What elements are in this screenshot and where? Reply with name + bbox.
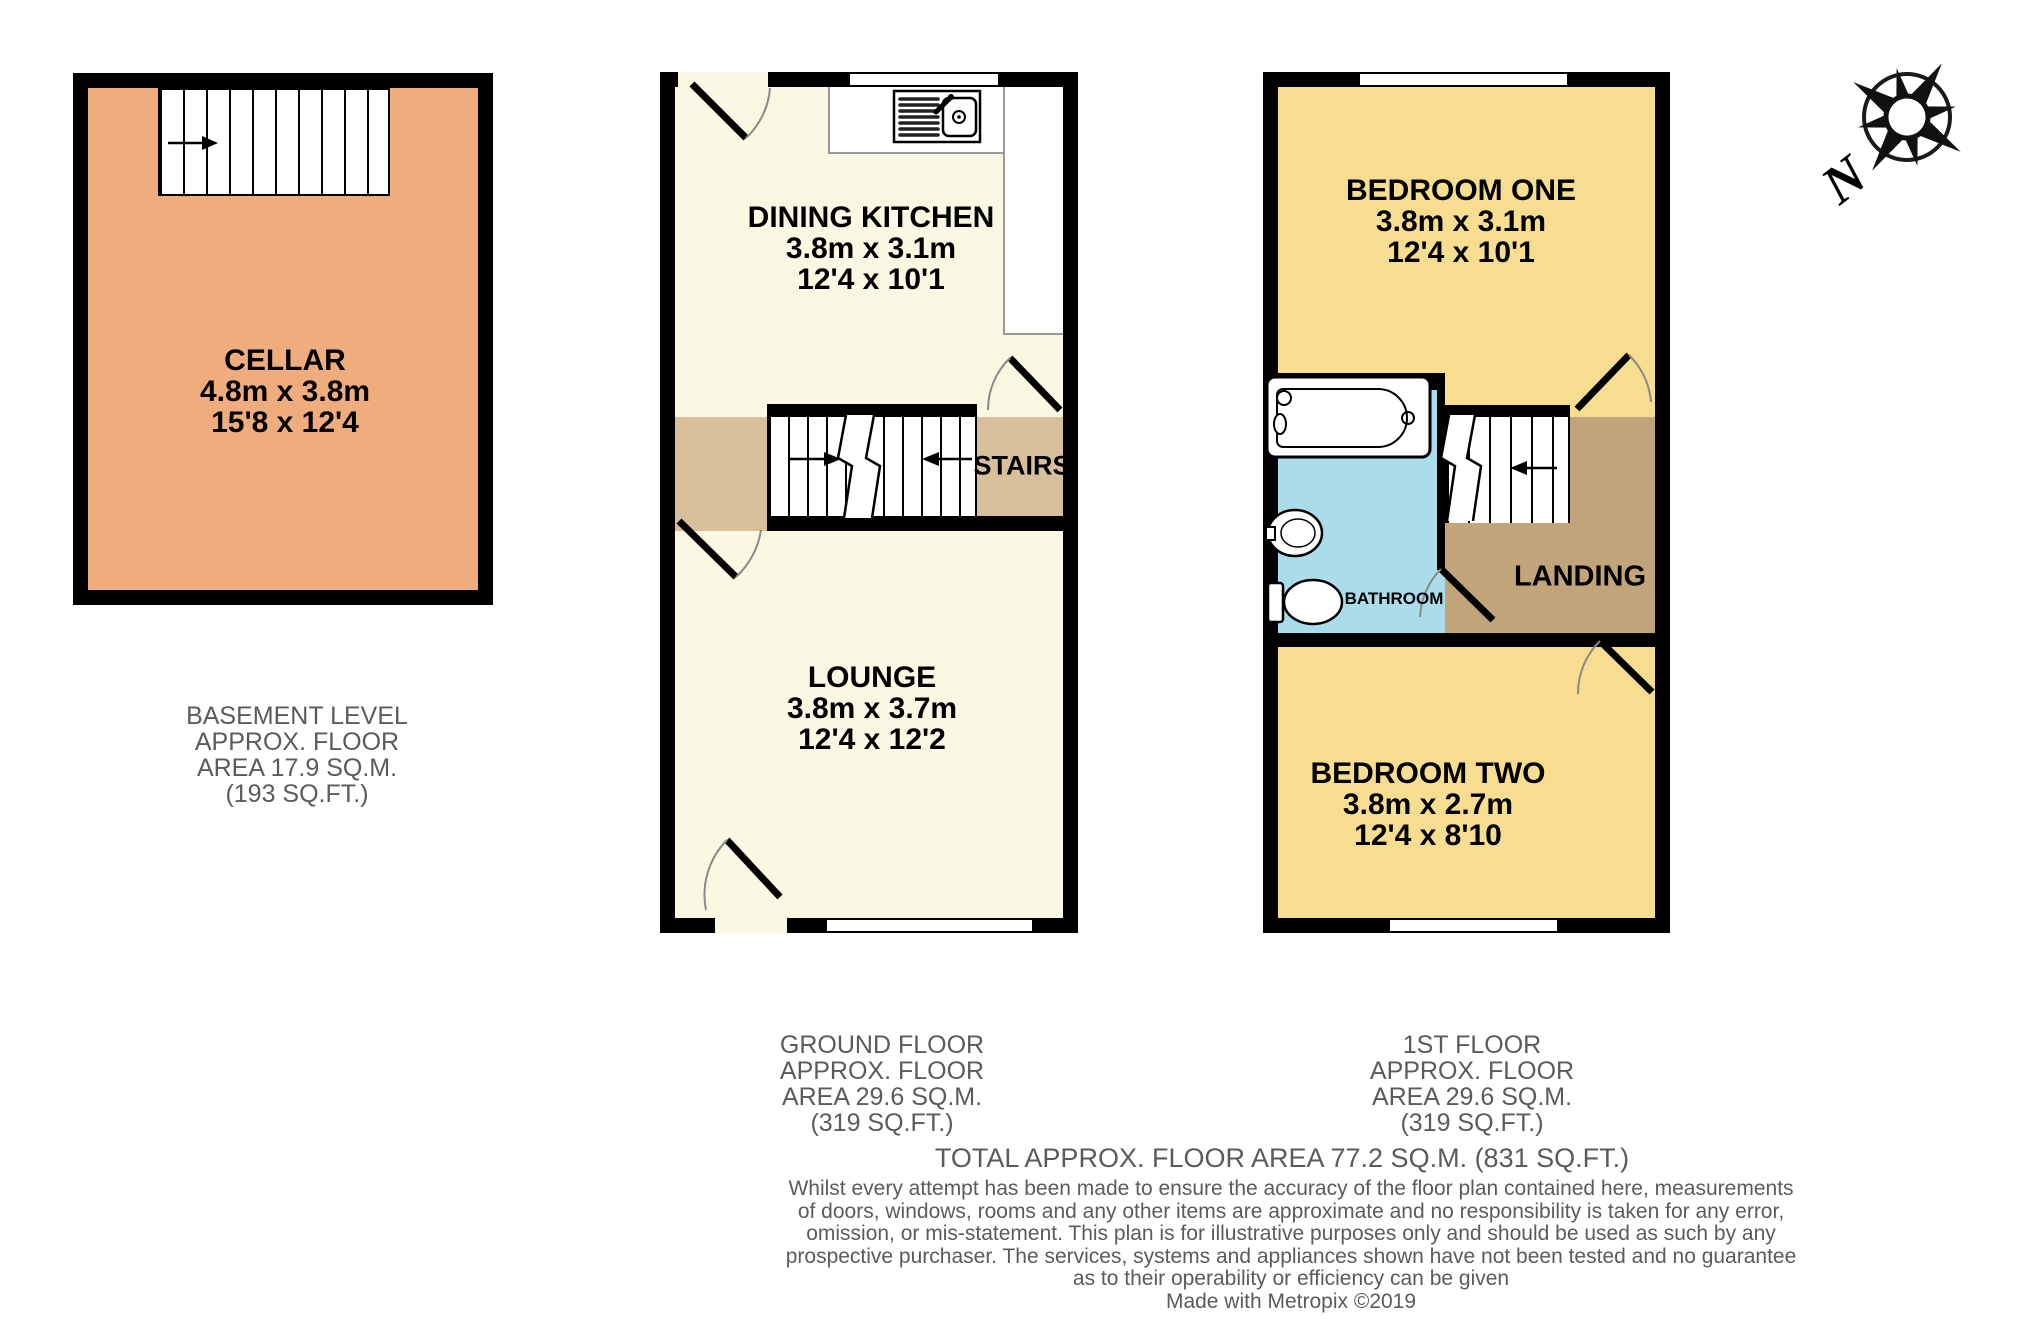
caption-line: (193 SQ.FT.): [225, 780, 369, 808]
kitchen-entry-door-icon: [692, 84, 770, 138]
disclaimer-line: omission, or mis-statement. This plan is for illustrative purposes only and should be used as such by any: [806, 1222, 1776, 1245]
lounge-door-icon: [679, 521, 761, 577]
first-stairs-break-icon: [1441, 415, 1481, 521]
stairs-door-icon: [988, 358, 1060, 410]
room-size-metric: 3.8m x 3.1m: [1375, 205, 1547, 238]
room-name: CELLAR: [224, 344, 346, 377]
caption-line: AREA 29.6 SQ.M.: [1371, 1083, 1573, 1111]
ground-stairs-break-icon: [838, 415, 880, 518]
room-name: BEDROOM TWO: [1310, 757, 1546, 790]
caption-line: APPROX. FLOOR: [779, 1057, 985, 1085]
bath-icon: [1267, 377, 1430, 457]
basement-area-caption: [186, 703, 408, 807]
room-size-imperial: 15'8 x 12'4: [211, 406, 359, 439]
room-size-imperial: 12'4 x 12'2: [798, 723, 946, 756]
toilet-icon: [1268, 580, 1342, 624]
bedroom-two-label: [1311, 758, 1546, 851]
caption-line: AREA 29.6 SQ.M.: [781, 1083, 983, 1111]
room-size-imperial: 12'4 x 10'1: [1387, 236, 1535, 269]
wash-basin-icon: [1266, 510, 1322, 556]
ground-stairs-down-arrow-icon: [922, 452, 972, 466]
front-door-icon: [705, 840, 780, 910]
cellar-stairs-arrow-icon: [168, 136, 218, 150]
caption-line: BASEMENT LEVEL: [186, 702, 408, 730]
disclaimer-line: as to their operability or efficiency can be given: [1072, 1267, 1510, 1290]
caption-line: (319 SQ.FT.): [810, 1109, 954, 1137]
kitchen-sink-icon: [894, 91, 980, 142]
room-size-metric: 3.8m x 2.7m: [1342, 788, 1514, 821]
caption-line: APPROX. FLOOR: [1369, 1057, 1575, 1085]
disclaimer-text: [786, 1178, 1797, 1313]
room-size-metric: 3.8m x 3.7m: [786, 692, 958, 725]
total-area-line: TOTAL APPROX. FLOOR AREA 77.2 SQ.M. (831 SQ.FT.): [934, 1143, 1630, 1173]
first-stairs-down-arrow-icon: [1510, 461, 1557, 475]
disclaimer-line: Whilst every attempt has been made to ensure the accuracy of the floor plan contained here, measurements: [788, 1177, 1794, 1200]
caption-line: AREA 17.9 SQ.M.: [196, 754, 398, 782]
bedroom-one-label: [1346, 175, 1576, 268]
room-size-imperial: 12'4 x 8'10: [1354, 819, 1502, 852]
disclaimer-line: of doors, windows, rooms and any other items are approximate and no responsibility is taken for any error,: [797, 1199, 1785, 1223]
caption-line: GROUND FLOOR: [779, 1031, 985, 1059]
lounge-label: [787, 662, 957, 755]
stairs-label: STAIRS: [973, 450, 1071, 481]
disclaimer-line: prospective purchaser. The services, systems and appliances shown have not been tested and no guarantee: [785, 1244, 1797, 1268]
room-name: BEDROOM ONE: [1345, 174, 1577, 207]
compass-north-label: N: [1810, 144, 1878, 216]
dining-kitchen-label: [748, 202, 995, 295]
first-floor-area-caption: [1370, 1032, 1574, 1136]
room-name: DINING KITCHEN: [747, 201, 995, 234]
credit-line: Made with Metropix ©2019: [1165, 1289, 1417, 1313]
ground-stairs-up-arrow-icon: [788, 452, 841, 466]
landing-label: LANDING: [1513, 560, 1647, 593]
ground-floor-area-caption: [780, 1032, 984, 1136]
room-name: LOUNGE: [807, 661, 937, 694]
room-size-imperial: 12'4 x 10'1: [797, 263, 945, 296]
cellar-label: [200, 345, 370, 438]
caption-line: (319 SQ.FT.): [1400, 1109, 1544, 1137]
bedroom-one-door-icon: [1577, 355, 1651, 409]
compass-rose-icon: [1809, 58, 1966, 216]
room-size-metric: 4.8m x 3.8m: [199, 375, 371, 408]
bathroom-label: BATHROOM: [1344, 589, 1444, 608]
room-size-metric: 3.8m x 3.1m: [785, 232, 957, 265]
bedroom-two-door-icon: [1578, 641, 1652, 694]
caption-line: APPROX. FLOOR: [194, 728, 400, 756]
caption-line: 1ST FLOOR: [1402, 1031, 1542, 1059]
